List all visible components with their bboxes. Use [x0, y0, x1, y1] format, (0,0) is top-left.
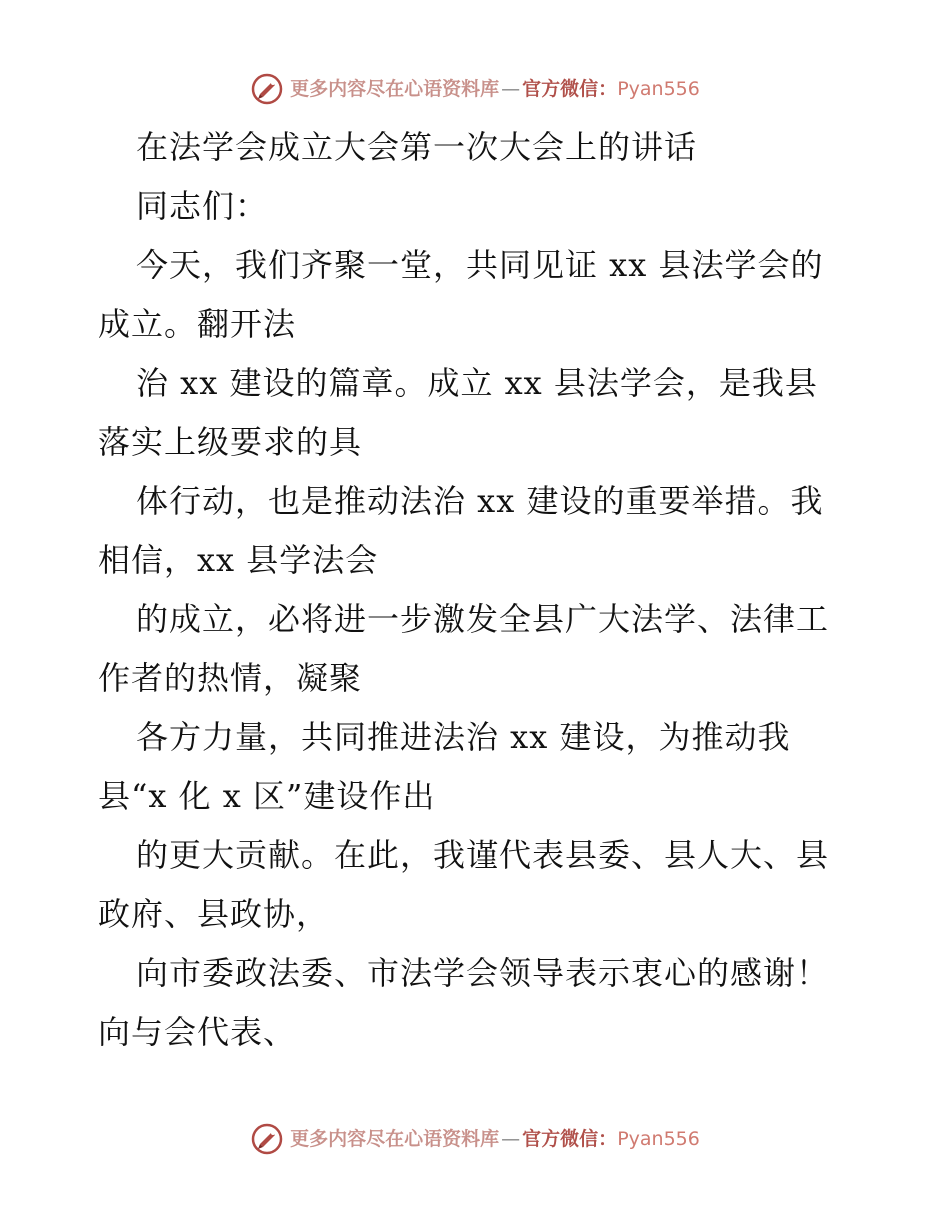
header-watermark [0, 72, 950, 106]
paragraph-line: 今天，我们齐聚一堂，共同见证 xx 县法学会的 [136, 246, 824, 284]
paragraph-line: 县“x 化 x 区”建设作出 [98, 777, 436, 815]
paragraph-line: 体行动，也是推动法治 xx 建设的重要举措。我 [136, 482, 824, 520]
salutation: 同志们： [136, 187, 269, 225]
paragraph-line: 各方力量，共同推进法治 xx 建设，为推动我 [136, 718, 791, 756]
paragraph-line: 的成立，必将进一步激发全县广大法学、法律工 [136, 600, 830, 638]
speech-title: 在法学会成立大会第一次大会上的讲话 [136, 128, 698, 166]
paragraph-line: 政府、县政协， [98, 895, 330, 933]
paragraph-line: 成立。翻开法 [98, 305, 297, 343]
document-body [98, 118, 868, 1062]
paragraph-line: 向与会代表、 [98, 1013, 297, 1051]
watermark-wechat-id: Pyan556 [617, 1128, 700, 1150]
watermark-main: 更多内容尽在心语资料库 [290, 1128, 500, 1150]
paragraph-line: 向市委政法委、市法学会领导表示衷心的感谢！ [136, 954, 830, 992]
watermark-wechat-id: Pyan556 [617, 78, 700, 100]
paragraph-line: 治 xx 建设的篇章。成立 xx 县法学会，是我县 [136, 364, 818, 402]
paragraph-line: 相信，xx 县学法会 [98, 541, 379, 579]
paragraph-line: 作者的热情，凝聚 [98, 659, 363, 697]
watermark-wechat-label: 官方微信： [522, 78, 618, 100]
paragraph-line: 落实上级要求的具 [98, 423, 363, 461]
watermark-text [290, 1126, 700, 1152]
watermark-dash: — [501, 1128, 521, 1150]
paragraph-line: 的更大贡献。在此，我谨代表县委、县人大、县 [136, 836, 830, 874]
watermark-text [290, 76, 700, 102]
watermark-wechat-label: 官方微信： [522, 1128, 618, 1150]
pen-seal-icon [250, 72, 284, 106]
pen-seal-icon [250, 1122, 284, 1156]
watermark-dash: — [501, 78, 521, 100]
footer-watermark [0, 1122, 950, 1156]
watermark-main: 更多内容尽在心语资料库 [290, 78, 500, 100]
